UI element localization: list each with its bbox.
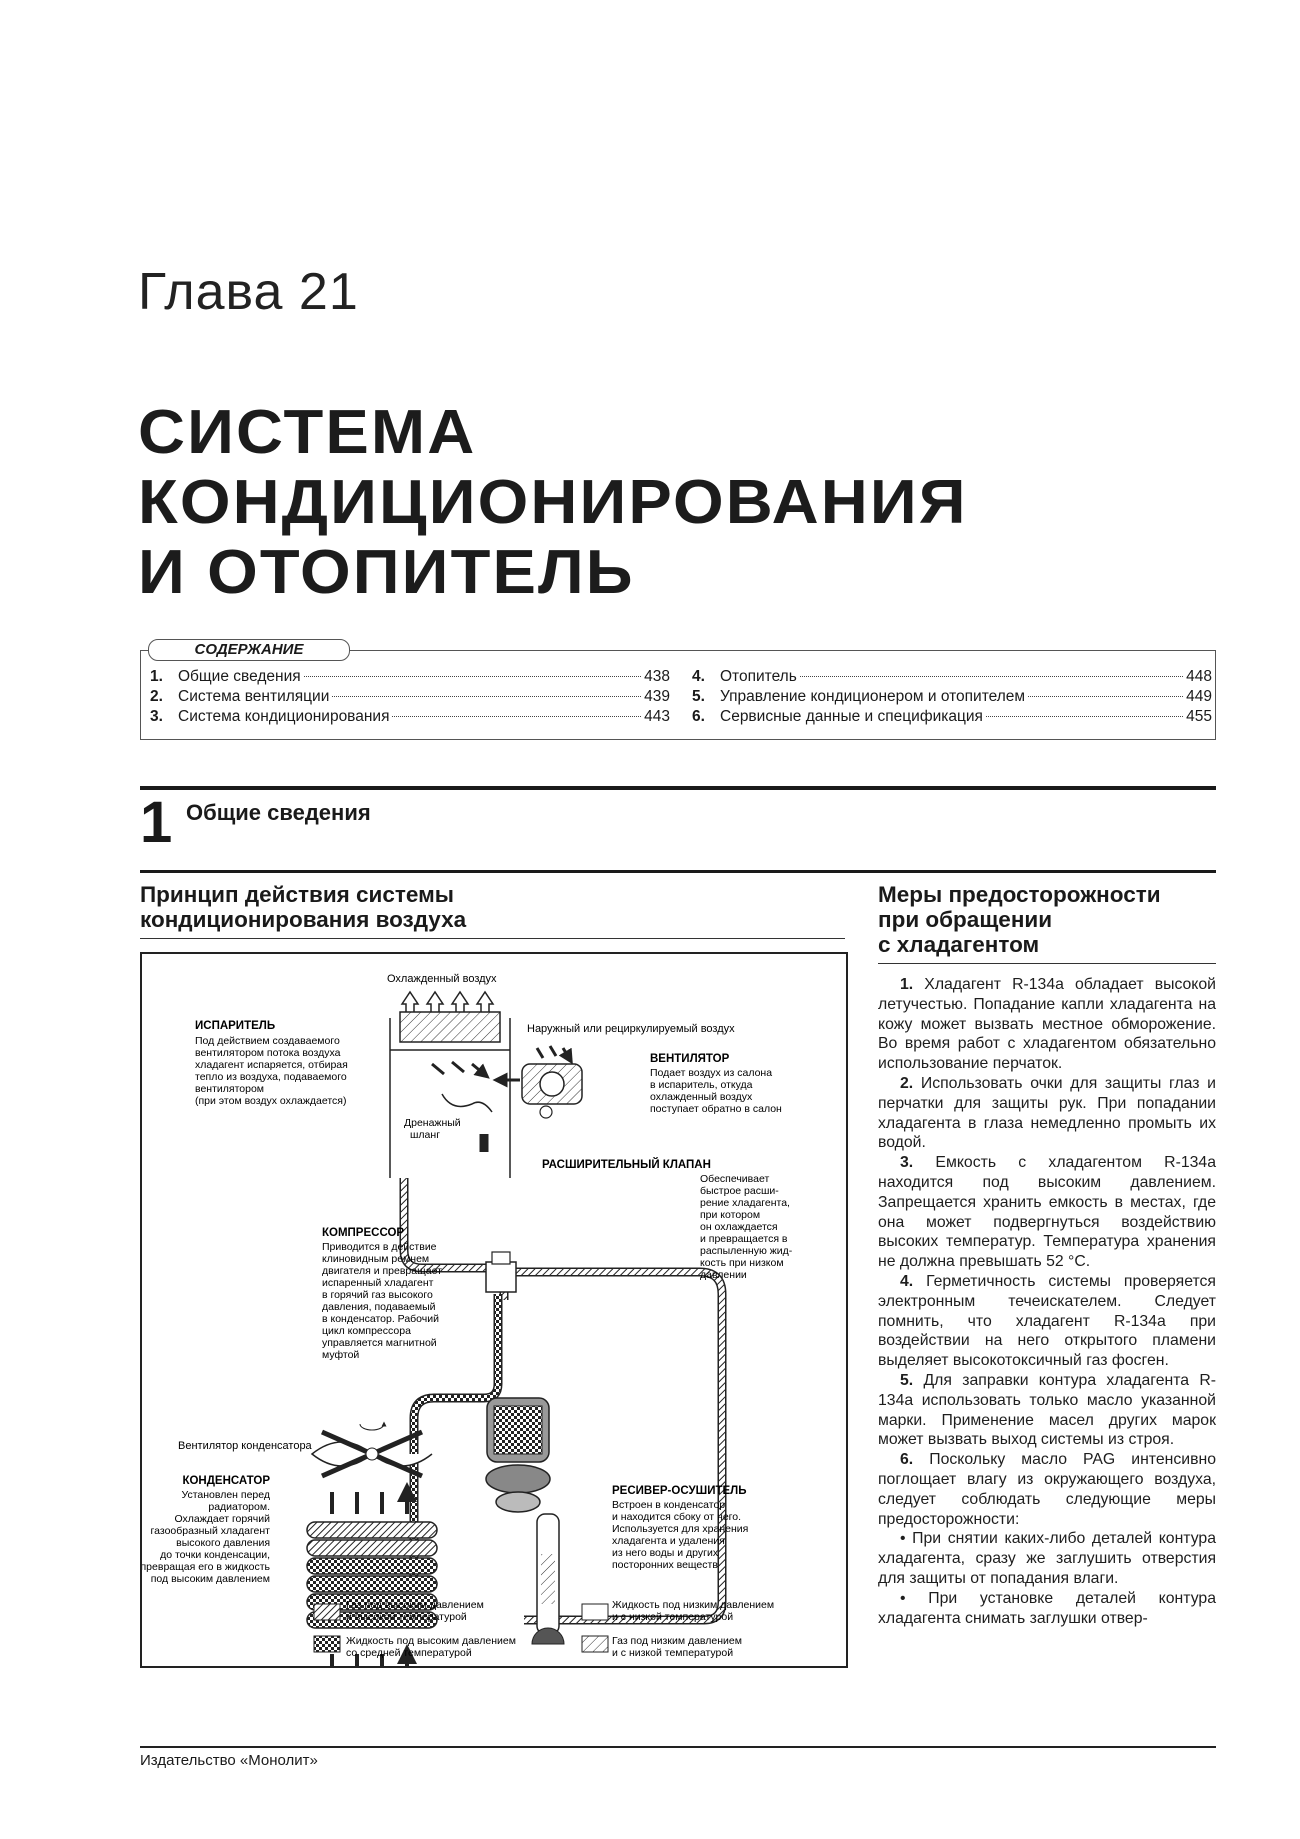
text-line: испаренный хладагент <box>322 1277 434 1289</box>
legend-text: и высокой температурой <box>346 1611 467 1623</box>
precaution-body: Использовать очки для защиты глаз и перчатки для защиты рук. При попадании хладагента в глаза немедленно промыть их водой. <box>878 1074 1216 1152</box>
precaution-body: Емкость с хладагентом R-134a находится под высоким давлением. Запрещается хранить емкость в местах, где она может подвергнуться воздействию высоких температур. Температура хранения не должна превышать 52 °С. <box>878 1154 1216 1271</box>
text-line: управляется магнитной <box>322 1337 437 1349</box>
toc-item[interactable] <box>150 668 670 688</box>
text-line: газообразный хладагент <box>150 1525 270 1537</box>
toc-title: Общие сведения <box>178 668 301 685</box>
expansion-valve <box>486 1252 516 1292</box>
toc-label: СОДЕРЖАНИЕ <box>148 639 350 661</box>
condenser-fan-label: Вентилятор конденсатора <box>178 1440 312 1452</box>
right-heading-line: при обращении <box>878 907 1053 932</box>
toc-item[interactable] <box>150 688 670 708</box>
text-line: поступает обратно в салон <box>650 1103 782 1115</box>
text-line: в испаритель, откуда <box>650 1079 753 1091</box>
text-line: превращая его в жидкость <box>142 1561 270 1573</box>
right-heading-line: Меры предосторожности <box>878 882 1161 907</box>
evaporator-title: ИСПАРИТЕЛЬ <box>195 1020 276 1032</box>
toc-page: 448 <box>1186 668 1212 685</box>
text-line: шланг <box>410 1129 441 1141</box>
toc-num: 3. <box>150 708 163 725</box>
text-line: вентилятором потока воздуха <box>195 1047 341 1059</box>
legend-text: и с низкой температурой <box>612 1611 734 1623</box>
diagram-svg <box>142 954 846 1666</box>
toc-title: Система кондиционирования <box>178 708 390 725</box>
text-line: Встроен в конденсатор <box>612 1499 726 1511</box>
precaution-item <box>878 975 1216 1074</box>
text-line: Установлен перед <box>181 1489 270 1501</box>
legend-text: Жидкость под низким давлением <box>612 1599 775 1611</box>
text-line: давления, подаваемый <box>322 1301 436 1313</box>
text-line: вентилятором <box>195 1083 265 1095</box>
text-line: в конденсатор. Рабочий <box>322 1313 439 1325</box>
text-line: охлажденный воздух <box>650 1091 753 1103</box>
precaution-body: Герметичность системы проверяется электронным течеискателем. Следует помнить, что хладагент R-134a при воздействии на него открытого пламени выделяет высокотоксичный газ фосген. <box>878 1272 1216 1370</box>
precaution-item <box>878 1074 1216 1153</box>
text-line: двигателя и превращает <box>322 1265 442 1277</box>
right-heading-rule <box>878 963 1216 964</box>
precaution-item <box>878 1153 1216 1272</box>
precaution-num: 4. <box>900 1272 914 1290</box>
evaporator <box>390 1012 510 1178</box>
precautions-text <box>878 975 1216 1628</box>
precaution-num: 6. <box>900 1451 914 1469</box>
text-line: цикл компрессора <box>322 1325 411 1337</box>
precaution-body: Хладагент R-134a обладает высокой летучестью. Попадание капли хладагента на кожу может вызвать местное обморожение. Во время работ с хладагентом обязательно использование перчаток. <box>878 976 1216 1073</box>
text-line: тепло из воздуха, подаваемого <box>195 1071 347 1083</box>
precaution-num: 5. <box>900 1371 914 1389</box>
publisher: Издательство «Монолит» <box>140 1752 318 1769</box>
toc-num: 5. <box>692 688 705 705</box>
condenser-text <box>142 1489 271 1585</box>
toc-title: Система вентиляции <box>178 688 330 705</box>
precaution-item <box>878 1450 1216 1529</box>
text-line: высокого давления <box>176 1537 270 1549</box>
text-line: до точки конденсации, <box>160 1549 270 1561</box>
outside-air-label: Наружный или рециркулируемый воздух <box>527 1023 735 1035</box>
toc-item[interactable] <box>692 688 1212 708</box>
bullet-item: • При установке деталей контура хладагента снимать заглушки отвер- <box>878 1589 1216 1627</box>
toc-page: 438 <box>644 668 670 685</box>
condenser-air-arrows-top <box>332 1492 407 1514</box>
fan-title: ВЕНТИЛЯТОР <box>650 1053 730 1065</box>
precaution-item <box>878 1371 1216 1450</box>
left-heading-rule <box>140 938 845 939</box>
text-line: (при этом воздух охлаждается) <box>195 1095 347 1107</box>
precaution-num: 3. <box>900 1154 914 1172</box>
text-line: Обеспечивает <box>700 1173 770 1185</box>
section-title: Общие сведения <box>186 800 371 825</box>
title-line-2: КОНДИЦИОНИРОВАНИЯ <box>138 468 968 537</box>
ac-system-diagram <box>140 952 848 1668</box>
text-line: кость при низком <box>700 1257 784 1269</box>
receiver-title: РЕСИВЕР-ОСУШИТЕЛЬ <box>612 1485 747 1497</box>
legend-text: Газ под высоким давлением <box>346 1599 484 1611</box>
text-line: и превращается в <box>700 1233 788 1245</box>
text-line: Дренажный <box>404 1117 461 1129</box>
text-line: муфтой <box>322 1349 360 1361</box>
right-heading <box>878 882 1161 957</box>
chapter-title <box>138 398 968 608</box>
precaution-num: 1. <box>900 976 914 993</box>
text-line: хладагент испаряется, отбирая <box>195 1059 348 1071</box>
text-line: давлении <box>700 1269 747 1281</box>
toc-column-left <box>150 668 670 728</box>
toc-column-right <box>692 668 1212 728</box>
text-line: распыленную жид- <box>700 1245 793 1257</box>
toc-num: 6. <box>692 708 705 725</box>
toc-item[interactable] <box>692 668 1212 688</box>
precaution-body: Поскольку масло PAG интенсивно поглощает влагу из окружающего воздуха, следует соблюдать следующие меры предосторожности: <box>878 1451 1216 1528</box>
toc-page: 443 <box>644 708 670 725</box>
blower-fan <box>500 1046 582 1118</box>
toc-page: 439 <box>644 688 670 705</box>
section-rule <box>140 786 1216 790</box>
title-line-1: СИСТЕМА <box>138 398 477 467</box>
footer-rule <box>140 1746 1216 1748</box>
condenser-title: КОНДЕНСАТОР <box>182 1475 270 1487</box>
left-heading-line: Принцип действия системы <box>140 882 455 907</box>
text-line: клиновидным ремнем <box>322 1253 430 1265</box>
left-heading-line: кондиционирования воздуха <box>140 907 467 932</box>
text-line: быстрое расши- <box>700 1185 779 1197</box>
legend-text: со средней температурой <box>346 1647 472 1659</box>
cooled-air-label: Охлажденный воздух <box>387 973 497 985</box>
text-line: из него воды и других <box>612 1547 719 1559</box>
fan-text <box>650 1067 782 1115</box>
receiver-text <box>612 1499 748 1571</box>
precaution-item <box>878 1272 1216 1371</box>
text-line: хладагента и удаления <box>612 1535 725 1547</box>
text-line: Используется для хранения <box>612 1523 749 1535</box>
text-line: Приводится в действие <box>322 1241 437 1253</box>
toc-num: 2. <box>150 688 163 705</box>
drain-hose-label <box>404 1117 461 1141</box>
toc-page: 455 <box>1186 708 1212 725</box>
compressor <box>486 1398 550 1512</box>
legend-text: и с низкой температурой <box>612 1647 734 1659</box>
toc-num: 1. <box>150 668 163 685</box>
subsection-rule <box>140 870 1216 873</box>
toc-title: Сервисные данные и спецификация <box>720 708 983 725</box>
text-line: Под действием создаваемого <box>195 1035 340 1047</box>
compressor-title: КОМПРЕССОР <box>322 1227 405 1239</box>
evaporator-text <box>195 1035 348 1107</box>
compressor-text <box>322 1241 442 1361</box>
toc-item[interactable] <box>150 708 670 728</box>
valve-title: РАСШИРИТЕЛЬНЫЙ КЛАПАН <box>542 1159 711 1171</box>
text-line: под высоким давлением <box>150 1573 270 1585</box>
title-line-3: И ОТОПИТЕЛЬ <box>138 538 635 607</box>
text-line: в горячий газ высокого <box>322 1289 433 1301</box>
legend-text: Жидкость под высоким давлением <box>346 1635 516 1647</box>
chapter-label: Глава 21 <box>138 263 359 321</box>
text-line: при котором <box>700 1209 761 1221</box>
section-number: 1 <box>140 790 173 855</box>
text-line: радиатором. <box>208 1501 270 1513</box>
legend-text: Газ под низким давлением <box>612 1635 742 1647</box>
text-line: рение хладагента, <box>700 1197 790 1209</box>
text-line: он охлаждается <box>700 1221 778 1233</box>
text-line: Подает воздух из салона <box>650 1067 773 1079</box>
toc-page: 449 <box>1186 688 1212 705</box>
toc-title: Управление кондиционером и отопителем <box>720 688 1026 705</box>
bullet-item: • При снятии каких-либо деталей контура хладагента, сразу же заглушить отверстия для защиты от попадания влаги. <box>878 1530 1216 1587</box>
left-heading <box>140 882 466 932</box>
text-line: и находится сбоку от него. <box>612 1511 742 1523</box>
toc-title: Отопитель <box>720 668 797 685</box>
right-heading-line: с хладагентом <box>878 932 1040 957</box>
toc-item[interactable] <box>692 708 1212 728</box>
text-line: посторонних веществ <box>612 1559 718 1571</box>
precaution-body: Для заправки контура хладагента R-134a использовать только масло указанной марки. Применение масел других марок может вызвать выход системы из строя. <box>878 1371 1217 1449</box>
valve-text <box>700 1173 793 1281</box>
toc-num: 4. <box>692 668 705 685</box>
text-line: Охлаждает горячий <box>174 1513 270 1525</box>
receiver-dryer <box>532 1514 564 1644</box>
precaution-num: 2. <box>900 1074 914 1092</box>
